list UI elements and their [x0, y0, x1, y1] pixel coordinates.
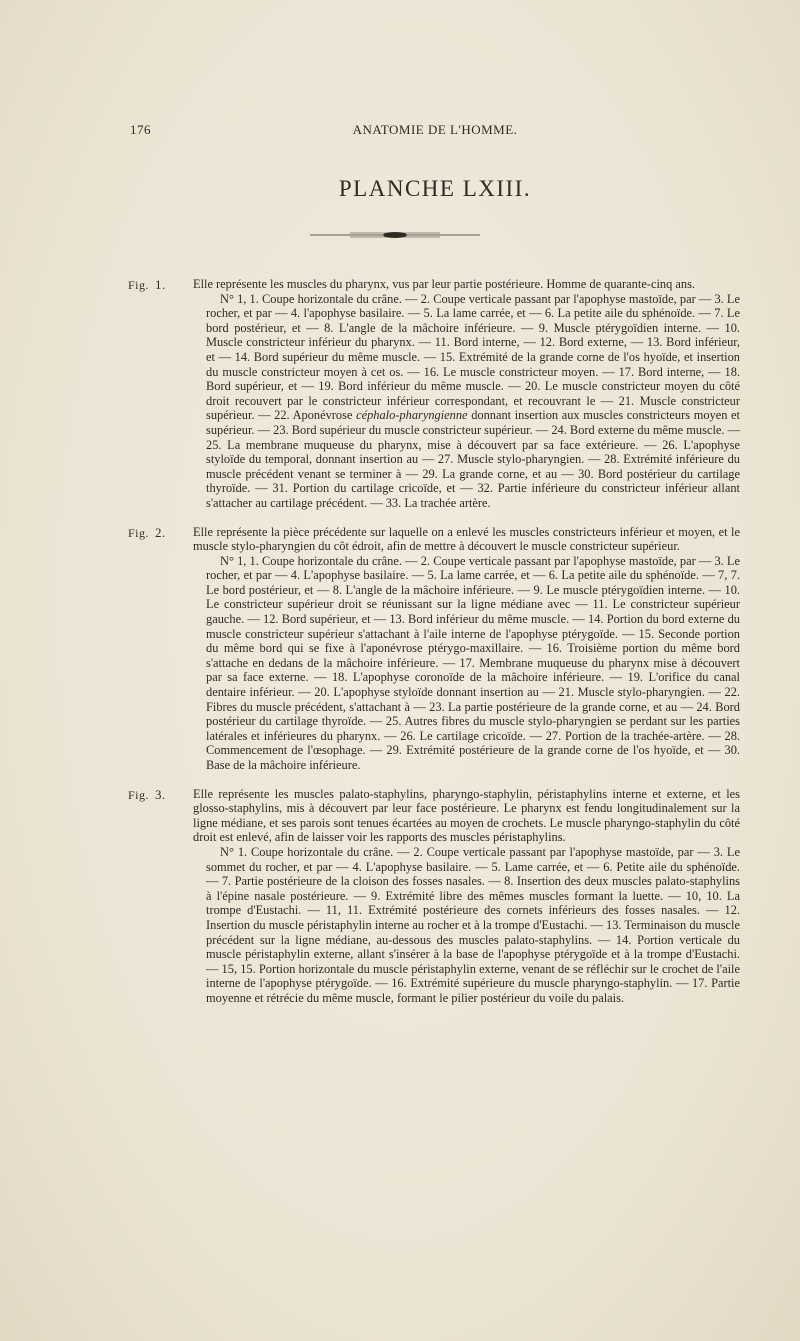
figure-intro: Elle représente les muscles du pharynx, vus par leur partie postérieure. Homme de quarante-cinq ans.	[193, 277, 695, 291]
figure-legend: N° 1. Coupe horizontale du crâne. — 2. Coupe verticale passant par l'apophyse mastoïde, par — 3. Le sommet du rocher, et par — 4. L'apophyse basilaire. — 5. Lame carrée, et — 6. Petite aile du sphénoïde. — 7. Partie postérieure de la cloison des fosses nasales. — 8. Insertion des deux muscles palato-staphylins à l'épine nasale postérieure. — 9. Extrémité libre des mêmes muscles formant la luette. — 10, 10. La trompe d'Eustachi. — 11, 11. Extrémité postérieure des cornets inférieurs des fosses nasales. — 12. Insertion du muscle péristaphylin interne au rocher et à la trompe d'Eustachi. — 13. Terminaison du muscle précédent sur la ligne médiane, au-dessous des muscles palato-staphylins. — 14. Portion verticale du muscle péristaphylin externe, allant s'insérer à la base de l'apophyse ptérygoïde et à la trompe d'Eustachi. — 15, 15. Portion horizontale du muscle péristaphylin externe, venant de se réfléchir sur le crochet de l'aile interne de l'apophyse ptérygoïde. — 16. Extrémité supérieure du muscle pharyngo-staphylin. — 17. Partie moyenne et rétrécie du même muscle, formant le pilier postérieur du voile du palais.	[206, 844, 740, 1005]
figure-1	[128, 277, 740, 511]
figure-label-text: Fig.	[128, 787, 150, 802]
running-head: ANATOMIE DE L'HOMME.	[352, 122, 518, 137]
figure-intro: Elle représente la pièce précédente sur laquelle on a enlevé les muscles constricteurs inférieur et moyen, et le muscle stylo-pharyngien du côt édroit, afin de mettre à découvert le muscle constricteur supérieur.	[193, 524, 740, 554]
figure-label-text: Fig.	[128, 525, 150, 540]
figure-legend	[206, 292, 740, 511]
figure-label	[128, 525, 166, 541]
legend-text: donnant insertion aux muscles constricteurs moyen et supérieur. — 23. Bord supérieur du muscle constricteur supérieur. — 24. Bord externe du même muscle. — 25. La membrane muqueuse du pharynx, mise à découvert par sa face extérieure. — 26. L'apophyse styloïde du temporal, donnant insertion au — 27. Muscle stylo-pharyngien. — 28. Extrémité inférieure du muscle précédent venant se terminer à — 29. La grande corne, et au — 30. Bord postérieur du cartilage thyroïde. — 31. Portion du cartilage cricoïde, et — 32. Partie inférieure du constricteur inférieur allant s'attacher au cartilage précédent. — 33. La trachée artère.	[206, 408, 740, 510]
legend-text: N° 1, 1. Coupe horizontale du crâne. — 2. Coupe verticale passant par l'apophyse mastoïde, par — 3. Le rocher, et par — 4. l'apophyse basilaire. — 5. La lame carrée, et — 6. La petite aile du sphénoïde. — 7. Le bord postérieur, et — 8. L'angle de la mâchoire inférieure. — 9. Muscle ptérygoïdien interne. — 10. Muscle constricteur inférieur du pharynx. — 11. Bord interne, — 12. Bord externe, — 13. Bord inférieur, et — 14. Bord supérieur du même muscle. — 15. Extrémité de la grande corne de l'os hyoïde, et insertion du muscle constricteur moyen à cet os. — 16. Le muscle constricteur moyen. — 17. Bord interne, — 18. Bord supérieur, et — 19. Bord inférieur du même muscle. — 20. Le muscle constricteur moyen du côté droit recouvert par le constricteur inférieur correspondant, et recouvrant le — 21. Muscle constricteur supérieur. — 22. Aponévrose	[206, 291, 740, 423]
plate-title: PLANCHE LXIII.	[338, 176, 532, 201]
figure-2	[128, 525, 740, 773]
figure-legends	[128, 277, 740, 1020]
figure-number: 2.	[155, 524, 166, 540]
page-header	[130, 122, 740, 140]
legend-italic-term: céphalo-pharyngienne	[356, 408, 468, 423]
ornamental-rule	[310, 229, 480, 241]
figure-label	[128, 787, 166, 803]
page-number: 176	[130, 122, 151, 137]
figure-label	[128, 277, 166, 293]
figure-label-text: Fig.	[128, 278, 150, 292]
figure-legend: N° 1, 1. Coupe horizontale du crâne. — 2. Coupe verticale passant par l'apophyse mastoïde, par — 3. Le rocher, et par — 4. L'apophyse basilaire. — 5. La lame carrée, et — 6. La petite aile du sphénoïde. — 7, 7. Le bord postérieur, et — 8. L'angle de la mâchoire inférieure. — 9. Le muscle ptérygoïdien interne. — 10. Le constricteur supérieur droit se réunissant sur la ligne médiane avec — 11. Le constricteur supérieur gauche. — 12. Bord supérieur, et — 13. Bord inférieur du même muscle. — 14. Portion du bord externe du muscle constricteur supérieur s'attachant à l'aile interne de l'apophyse ptérygoïde. — 15. Seconde portion du même bord qui se fixe à l'aponévrose ptérygo-maxillaire. — 16. Troisième portion du même bord s'attache en dedans de la mâchoire inférieure. — 17. Membrane muqueuse du pharynx mise à découvert par sa face externe. — 18. L'apophyse coronoïde de la mâchoire inférieure. — 19. L'orifice du canal dentaire inférieur. — 20. L'apophyse styloïde donnant insertion au — 21. Muscle stylo-pharyngien. — 22. Fibres du muscle précédent, s'attachant à — 23. La partie postérieure de la grande corne, et au — 24. Bord postérieur du cartilage thyroïde. — 25. Autres fibres du muscle stylo-pharyngien se perdant sur les parties latérales et inférieures du pharynx. — 26. Le cartilage cricoïde. — 27. Portion de la trachée-artère. — 28. Commencement de l'œsophage. — 29. Extrémité postérieure de la grande corne de l'os hyoïde, et — 30. Base de la mâchoire inférieure.	[206, 553, 740, 772]
figure-3	[128, 787, 740, 1006]
figure-number: 1.	[155, 277, 166, 292]
figure-intro: Elle représente les muscles palato-staphylins, pharyngo-staphylin, péristaphylins interne et externe, et les glosso-staphylins, mis à découvert par leur face postérieure. Le pharynx est fendu longitudinalement sur la ligne médiane, et ses parois sont tenues écartées au moyen de crochets. Le muscle pharyngo-staphylin du côté droit est enlevé, afin de laisser voir les rapports des muscles péristaphylins.	[193, 786, 740, 845]
figure-number: 3.	[155, 786, 166, 802]
